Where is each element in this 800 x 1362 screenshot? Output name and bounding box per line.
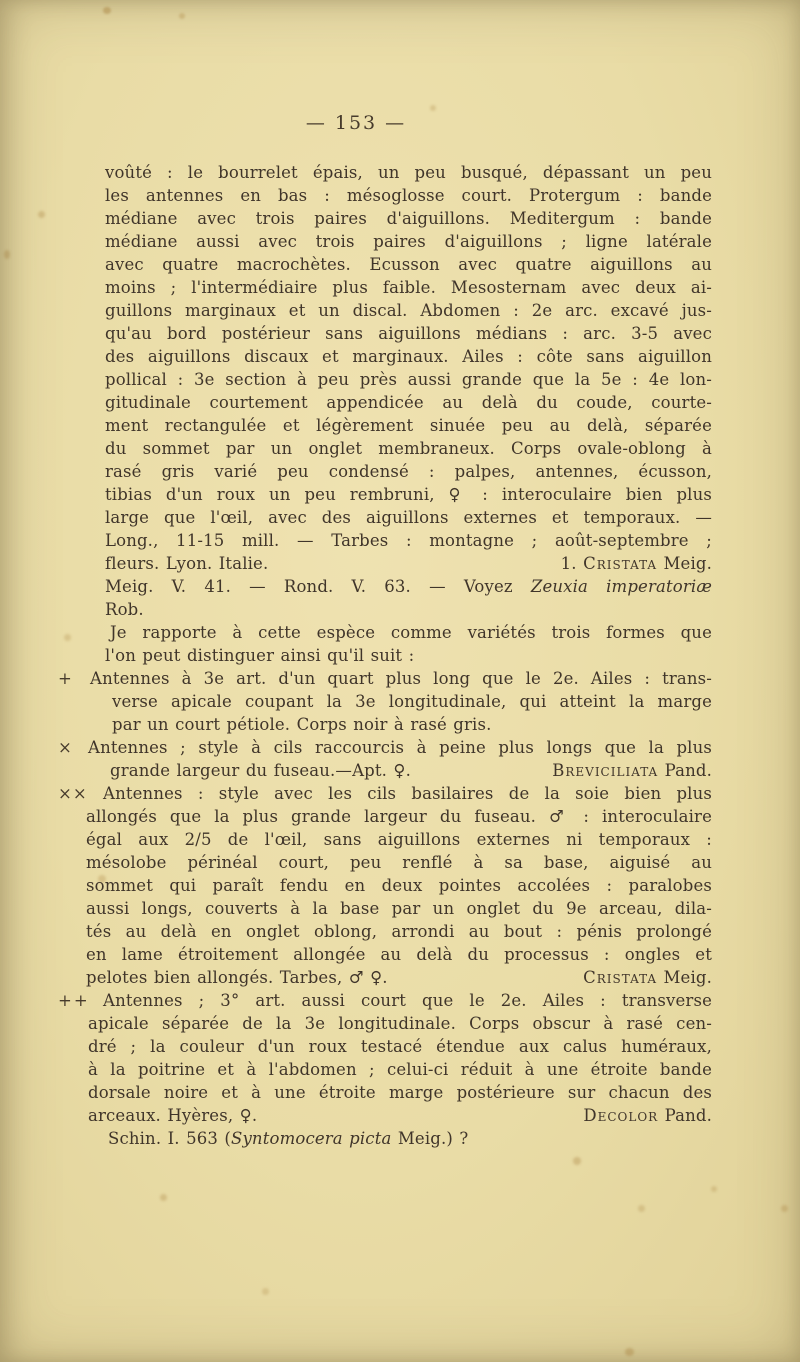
text-line: à la poitrine et à l'abdomen ; celui-ci réduit à une étroite bande — [88, 1060, 712, 1079]
text-line: médiane aussi avec trois paires d'aiguillons ; ligne latérale — [105, 232, 712, 251]
text-line: pollical : 3e section à peu près aussi grande que la 5e : 4e lon- — [105, 370, 712, 389]
text-line: dorsale noire et à une étroite marge postérieure sur chacun des — [88, 1083, 712, 1102]
species-name: Breviciliata — [552, 761, 659, 780]
reference-text: Schin. I. 563 ( — [108, 1129, 231, 1148]
species-name-group — [583, 966, 712, 989]
key-item-xx — [58, 782, 712, 989]
text-line: du sommet par un onglet membraneux. Corps ovale-oblong à — [105, 439, 712, 458]
species-name-group — [552, 759, 712, 782]
foxing-spot — [781, 1205, 788, 1212]
key-first-line — [58, 989, 712, 1012]
key-continuation — [58, 805, 712, 966]
species-line-cristata-2 — [86, 966, 712, 989]
species-line-decolor — [88, 1104, 712, 1127]
foxing-spot — [179, 13, 185, 19]
species-name: Cristata — [583, 968, 658, 987]
species-author: Meig. — [657, 968, 712, 987]
text-line: verse apicale coupant la 3e longitudinale, qui atteint la marge — [112, 692, 712, 711]
text-line: Long., 11-15 mill. — Tarbes : montagne ; août-septembre ; — [105, 531, 712, 550]
synonym-italic: Syntomocera picta — [231, 1129, 392, 1148]
text-line: égal aux 2/5 de l'œil, sans aiguillons externes ni temporaux : — [86, 830, 712, 849]
key-marker-xx: ×× — [58, 784, 88, 803]
note-line: Je rapporte à cette espèce comme variétés trois formes que — [110, 623, 712, 642]
key-item-plusplus — [58, 989, 712, 1127]
reference-author: Rob. — [105, 600, 144, 619]
key-text: Antennes ; 3° art. aussi court que le 2e. Ailes : transverse — [103, 991, 712, 1010]
final-reference — [108, 1127, 712, 1150]
text-line: allongés que la plus grande largeur du fuseau. ♂ : interoculaire — [86, 807, 712, 826]
species-number: 1. — [560, 554, 584, 573]
text-line: qu'au bord postérieur sans aiguillons médians : arc. 3-5 avec — [105, 324, 712, 343]
species-name: Cristata — [583, 554, 658, 573]
text-line: médiane avec trois paires d'aiguillons. Meditergum : bande — [105, 209, 712, 228]
foxing-spot — [4, 250, 10, 259]
species-locality: fleurs. Lyon. Italie. — [105, 554, 269, 573]
key-first-line — [58, 782, 712, 805]
text-line: les antennes en bas : mésoglosse court. Protergum : bande — [105, 186, 712, 205]
foxing-spot — [625, 1348, 634, 1356]
text-line: mésolobe périnéal court, peu renflé à sa base, aiguisé au — [86, 853, 712, 872]
foxing-spot — [262, 1288, 269, 1295]
species-locality: grande largeur du fuseau.—Apt. ♀. — [110, 761, 412, 780]
foxing-spot — [103, 7, 111, 14]
key-item-plus — [58, 667, 712, 736]
text-line: des aiguillons discaux et marginaux. Ailes : côte sans aiguillon — [105, 347, 712, 366]
foxing-spot — [430, 105, 436, 111]
text-line: en lame étroitement allongée au delà du processus : ongles et — [86, 945, 712, 964]
foxing-spot — [638, 1205, 645, 1212]
text-line: sommet qui paraît fendu en deux pointes accolées : paralobes — [86, 876, 712, 895]
page-text — [58, 161, 712, 1150]
text-line: ment rectangulée et légèrement sinuée peu au delà, séparée — [105, 416, 712, 435]
key-item-x — [58, 736, 712, 782]
key-continuation — [58, 690, 712, 713]
text-line: apicale séparée de la 3e longitudinale. Corps obscur à rasé cen- — [88, 1014, 712, 1033]
text-line: rasé gris varié peu condensé : palpes, antennes, écusson, — [105, 462, 712, 481]
species-name-group — [583, 1104, 712, 1127]
text-line: large que l'œil, avec des aiguillons externes et temporaux. — — [105, 508, 712, 527]
page-number: — 153 — — [305, 112, 407, 134]
key-marker-plusplus: ++ — [58, 991, 90, 1010]
note-line: l'on peut distinguer ainsi qu'il suit : — [105, 646, 415, 665]
text-line: aussi longs, couverts à la base par un onglet du 9e arceau, dila- — [86, 899, 712, 918]
key-last-line: par un court pétiole. Corps noir à rasé gris. — [112, 715, 492, 734]
species-line-cristata-1 — [105, 552, 712, 575]
species-locality: arceaux. Hyères, ♀. — [88, 1106, 258, 1125]
foxing-spot — [711, 1186, 717, 1192]
species-name-group — [561, 552, 712, 575]
text-line: gitudinale courtement appendicée au delà du coude, courte- — [105, 393, 712, 412]
key-text: Antennes ; style à cils raccourcis à peine plus longs que la plus — [88, 738, 712, 757]
foxing-spot — [573, 1157, 581, 1165]
text-line: voûté : le bourrelet épais, un peu busqué, dépassant un peu — [105, 163, 712, 182]
foxing-spot — [160, 1194, 167, 1201]
text-line: tés au delà en onglet oblong, arrondi au bout : pénis prolongé — [86, 922, 712, 941]
key-text: Antennes : style avec les cils basilaires de la soie bien plus — [103, 784, 712, 803]
key-first-line — [58, 667, 712, 690]
text-line: dré ; la couleur d'un roux testacé étendue aux calus huméraux, — [88, 1037, 712, 1056]
synonym-italic: Zeuxia imperatoriæ — [530, 577, 712, 596]
species-author: Pand. — [658, 1106, 712, 1125]
reference-line — [105, 575, 712, 598]
key-marker-plus: + — [58, 669, 72, 688]
key-text: Antennes à 3e art. d'un quart plus long que le 2e. Ailes : trans- — [90, 669, 712, 688]
key-first-line — [58, 736, 712, 759]
reference-text: Meig. V. 41. — Rond. V. 63. — Voyez — [105, 577, 531, 596]
key-marker-x: × — [58, 738, 72, 757]
species-author: Pand. — [658, 761, 712, 780]
reference-text: Meig.) ? — [391, 1129, 469, 1148]
species-locality: pelotes bien allongés. Tarbes, ♂ ♀. — [86, 968, 388, 987]
main-paragraph — [58, 161, 712, 552]
species-author: Meig. — [657, 554, 712, 573]
text-line: tibias d'un roux un peu rembruni, ♀ : interoculaire bien plus — [105, 485, 712, 504]
text-line: guillons marginaux et un discal. Abdomen : 2e arc. excavé jus- — [105, 301, 712, 320]
text-line: moins ; l'intermédiaire plus faible. Mesosternam avec deux ai- — [105, 278, 712, 297]
species-name: Decolor — [583, 1106, 659, 1125]
text-line: avec quatre macrochètes. Ecusson avec quatre aiguillons au — [105, 255, 712, 274]
species-line-breviciliata — [110, 759, 712, 782]
key-continuation — [58, 1012, 712, 1104]
foxing-spot — [38, 211, 45, 218]
